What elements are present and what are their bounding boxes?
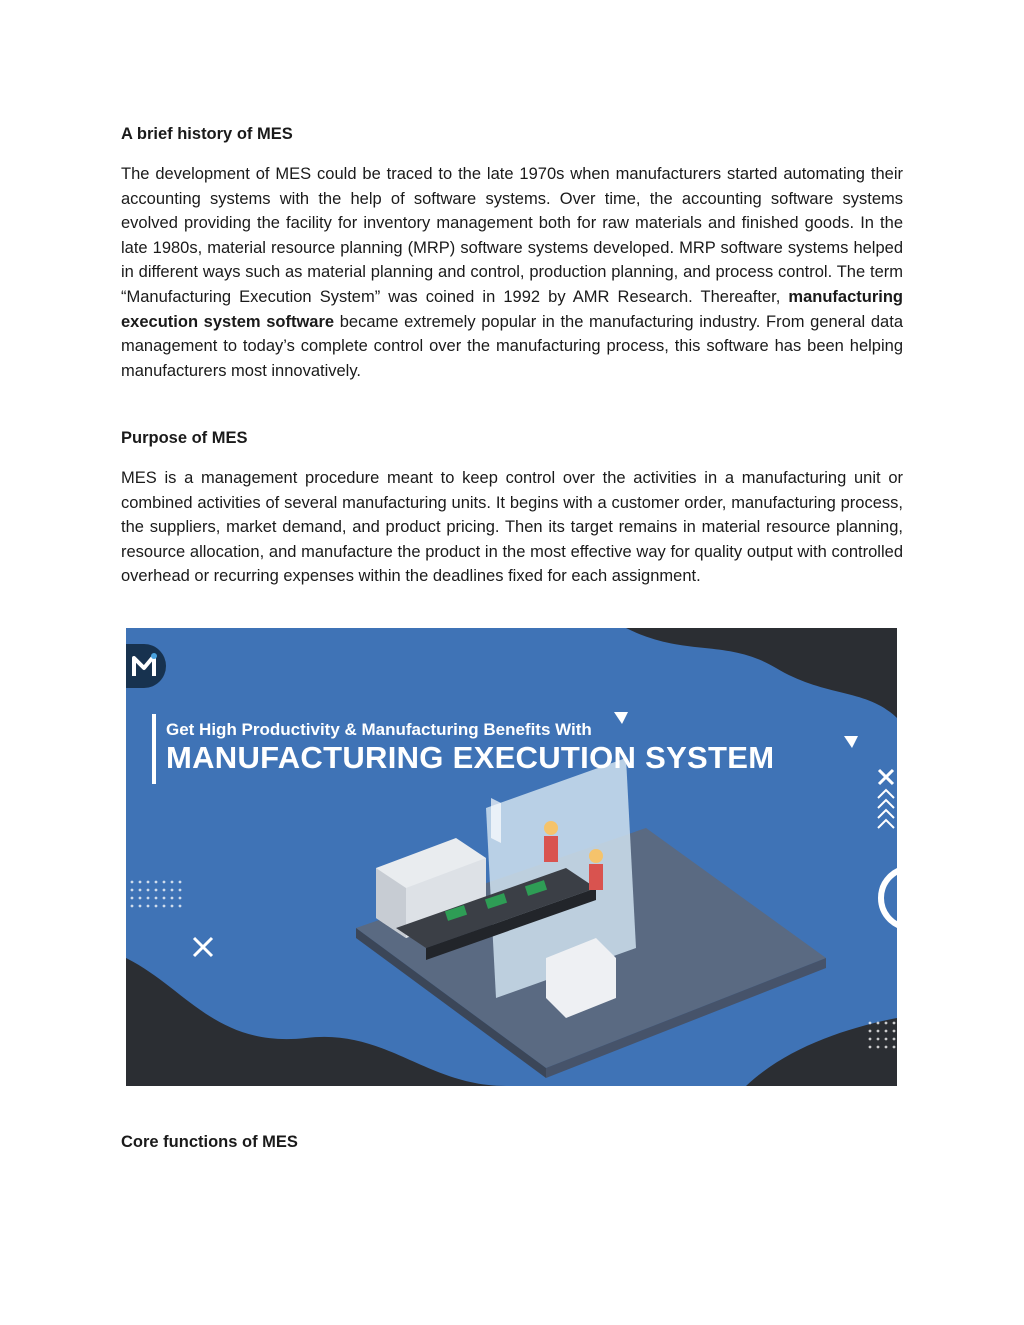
banner-title: MANUFACTURING EXECUTION SYSTEM xyxy=(166,740,775,775)
paragraph-purpose: MES is a management procedure meant to keep control over the activities in a manufacturing unit or combined activities of several manufacturing units. It begins with a customer order, manufacturing process, the suppliers, market demand, and product pricing. Then its target remains in material resource planning, resource allocation, and manufacture the product in the most effective way for quality output with controlled overhead or recurring expenses within the deadlines fixed for each assignment. xyxy=(121,469,903,586)
paragraph-history-part2: became extremely popular in the manufacturing industry. From general data management to today’s complete control over the manufacturing process, this software has been helping manufacturers most innovatively. xyxy=(121,312,903,380)
paragraph-history xyxy=(121,162,903,383)
company-logo-icon xyxy=(126,644,166,688)
banner-subtitle: Get High Productivity & Manufacturing Benefits With xyxy=(166,720,592,739)
mes-banner-image xyxy=(126,628,897,1086)
paragraph-history-part1: The development of MES could be traced to the late 1970s when manufacturers started automating their accounting systems with the help of software systems. Over time, the accounting software systems evolved providing the facility for inventory management both for raw materials and finished goods. In the late 1980s, material resource planning (MRP) software systems developed. MRP software systems helped in different ways such as material planning and control, production planning, and process control. The term “Manufacturing Execution System” was coined in 1992 by AMR Research. Thereafter, xyxy=(121,165,903,306)
section-heading-purpose: Purpose of MES xyxy=(121,429,248,447)
banner-illustration xyxy=(126,628,897,1086)
section-heading-history: A brief history of MES xyxy=(121,125,293,143)
mes-software-link-text: manufacturing execution system software xyxy=(121,287,903,331)
section-heading-core-functions: Core functions of MES xyxy=(121,1133,298,1151)
